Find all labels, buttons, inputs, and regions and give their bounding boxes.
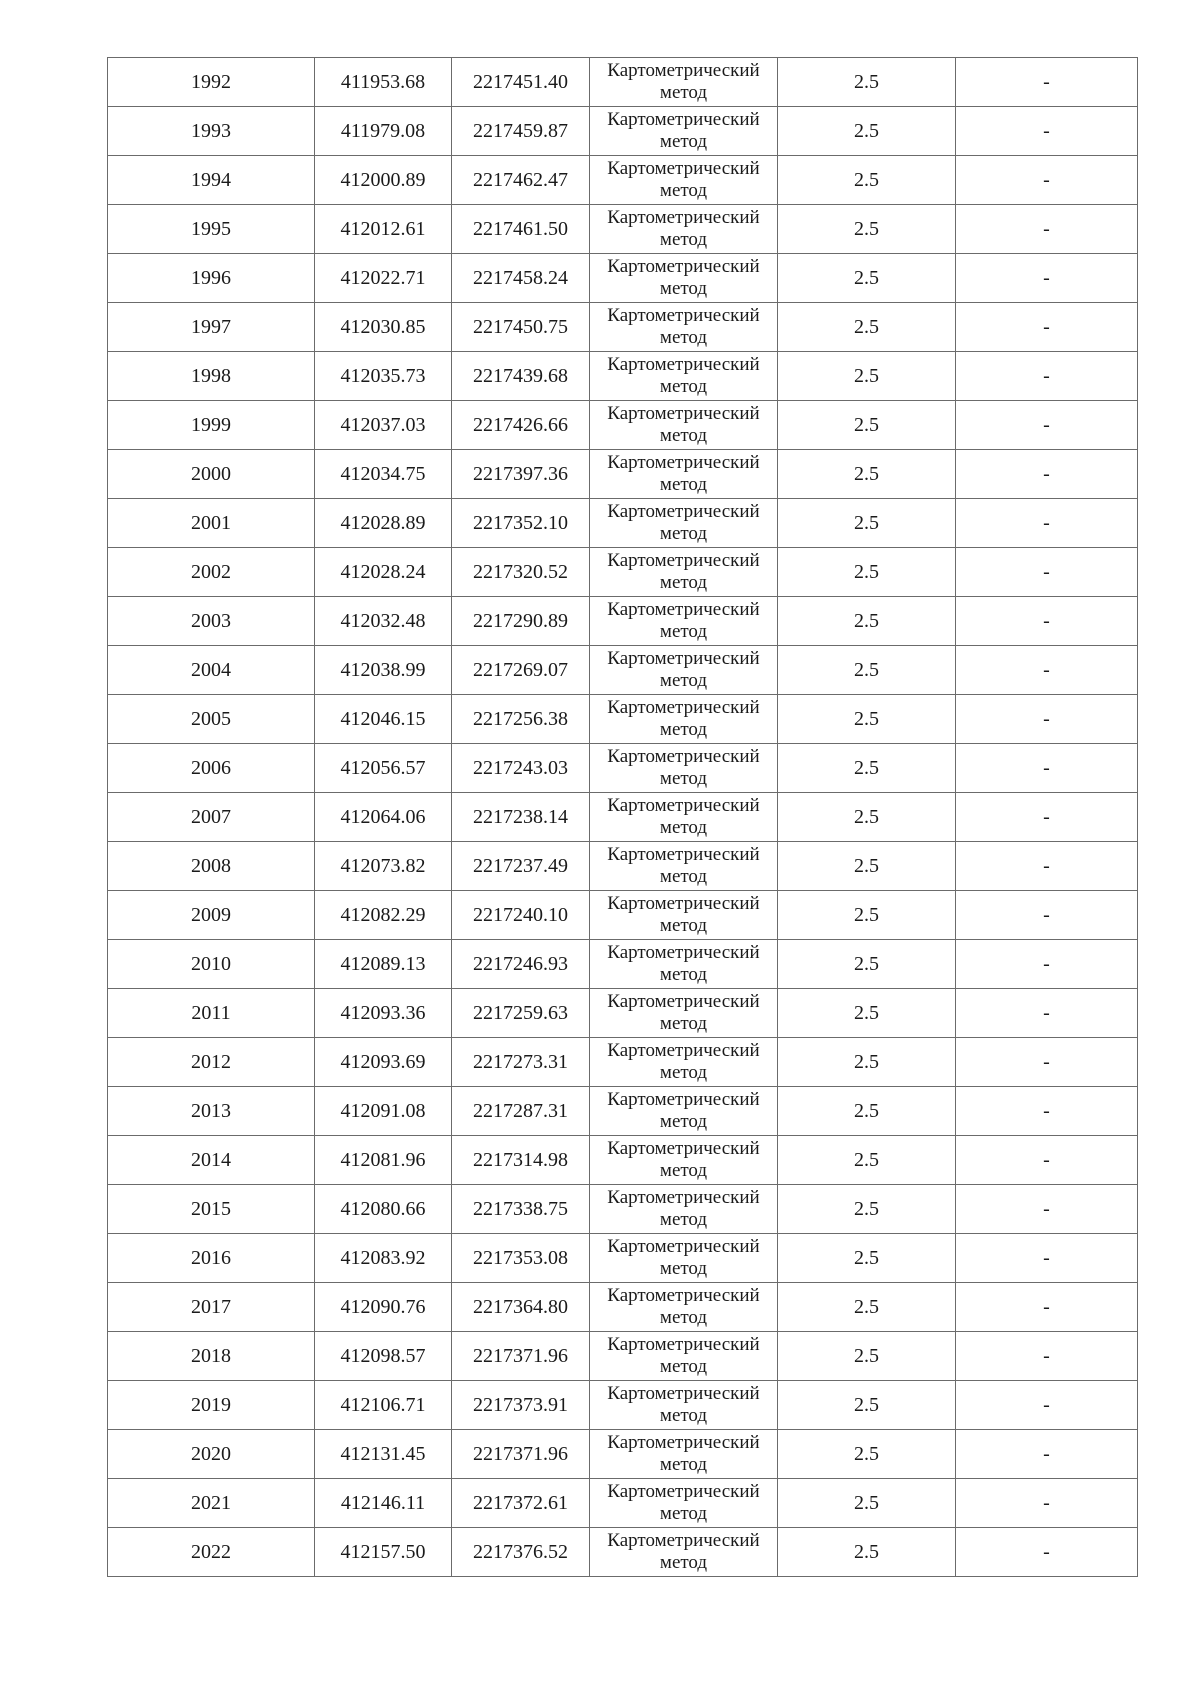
- accuracy-cell: 2.5: [778, 1283, 956, 1332]
- table-row: [108, 1234, 1138, 1283]
- note-cell: -: [956, 401, 1138, 450]
- point-number-cell: 1998: [108, 352, 315, 401]
- accuracy-cell: 2.5: [778, 1185, 956, 1234]
- x-coordinate-cell: 412157.50: [315, 1528, 452, 1577]
- x-coordinate-cell: 412012.61: [315, 205, 452, 254]
- accuracy-cell: 2.5: [778, 1038, 956, 1087]
- method-cell: Картометрический метод: [590, 352, 778, 401]
- y-coordinate-cell: 2217364.80: [452, 1283, 590, 1332]
- x-coordinate-cell: 412106.71: [315, 1381, 452, 1430]
- note-cell: -: [956, 205, 1138, 254]
- table-row: [108, 744, 1138, 793]
- point-number-cell: 2009: [108, 891, 315, 940]
- method-cell: Картометрический метод: [590, 989, 778, 1038]
- y-coordinate-cell: 2217320.52: [452, 548, 590, 597]
- method-cell: Картометрический метод: [590, 1185, 778, 1234]
- note-cell: -: [956, 842, 1138, 891]
- note-cell: -: [956, 303, 1138, 352]
- point-number-cell: 2015: [108, 1185, 315, 1234]
- method-cell: Картометрический метод: [590, 940, 778, 989]
- point-number-cell: 2008: [108, 842, 315, 891]
- table-row: [108, 1087, 1138, 1136]
- x-coordinate-cell: 412093.69: [315, 1038, 452, 1087]
- y-coordinate-cell: 2217397.36: [452, 450, 590, 499]
- method-cell: Картометрический метод: [590, 205, 778, 254]
- accuracy-cell: 2.5: [778, 254, 956, 303]
- x-coordinate-cell: 412080.66: [315, 1185, 452, 1234]
- accuracy-cell: 2.5: [778, 597, 956, 646]
- method-cell: Картометрический метод: [590, 695, 778, 744]
- point-number-cell: 2005: [108, 695, 315, 744]
- x-coordinate-cell: 412038.99: [315, 646, 452, 695]
- note-cell: -: [956, 1283, 1138, 1332]
- method-cell: Картометрический метод: [590, 1136, 778, 1185]
- x-coordinate-cell: 412056.57: [315, 744, 452, 793]
- table-row: [108, 401, 1138, 450]
- method-cell: Картометрический метод: [590, 1381, 778, 1430]
- method-cell: Картометрический метод: [590, 1479, 778, 1528]
- table-row: [108, 793, 1138, 842]
- accuracy-cell: 2.5: [778, 1087, 956, 1136]
- accuracy-cell: 2.5: [778, 744, 956, 793]
- point-number-cell: 1992: [108, 58, 315, 107]
- y-coordinate-cell: 2217459.87: [452, 107, 590, 156]
- coordinates-table: [107, 57, 1138, 1577]
- table-row: [108, 548, 1138, 597]
- y-coordinate-cell: 2217314.98: [452, 1136, 590, 1185]
- table-row: [108, 1283, 1138, 1332]
- accuracy-cell: 2.5: [778, 58, 956, 107]
- table-row: [108, 695, 1138, 744]
- note-cell: -: [956, 695, 1138, 744]
- accuracy-cell: 2.5: [778, 499, 956, 548]
- point-number-cell: 1996: [108, 254, 315, 303]
- point-number-cell: 2013: [108, 1087, 315, 1136]
- accuracy-cell: 2.5: [778, 1234, 956, 1283]
- method-cell: Картометрический метод: [590, 499, 778, 548]
- table-row: [108, 597, 1138, 646]
- note-cell: -: [956, 940, 1138, 989]
- table-row: [108, 1430, 1138, 1479]
- note-cell: -: [956, 1479, 1138, 1528]
- method-cell: Картометрический метод: [590, 842, 778, 891]
- point-number-cell: 2022: [108, 1528, 315, 1577]
- table-row: [108, 1479, 1138, 1528]
- note-cell: -: [956, 499, 1138, 548]
- x-coordinate-cell: 411979.08: [315, 107, 452, 156]
- note-cell: -: [956, 597, 1138, 646]
- method-cell: Картометрический метод: [590, 597, 778, 646]
- accuracy-cell: 2.5: [778, 1479, 956, 1528]
- method-cell: Картометрический метод: [590, 156, 778, 205]
- accuracy-cell: 2.5: [778, 450, 956, 499]
- point-number-cell: 2011: [108, 989, 315, 1038]
- point-number-cell: 2007: [108, 793, 315, 842]
- y-coordinate-cell: 2217246.93: [452, 940, 590, 989]
- accuracy-cell: 2.5: [778, 303, 956, 352]
- accuracy-cell: 2.5: [778, 1332, 956, 1381]
- x-coordinate-cell: 412035.73: [315, 352, 452, 401]
- y-coordinate-cell: 2217352.10: [452, 499, 590, 548]
- table-row: [108, 940, 1138, 989]
- note-cell: -: [956, 1381, 1138, 1430]
- point-number-cell: 2003: [108, 597, 315, 646]
- y-coordinate-cell: 2217439.68: [452, 352, 590, 401]
- y-coordinate-cell: 2217376.52: [452, 1528, 590, 1577]
- table-row: [108, 989, 1138, 1038]
- accuracy-cell: 2.5: [778, 352, 956, 401]
- point-number-cell: 1999: [108, 401, 315, 450]
- accuracy-cell: 2.5: [778, 842, 956, 891]
- accuracy-cell: 2.5: [778, 107, 956, 156]
- table-row: [108, 842, 1138, 891]
- accuracy-cell: 2.5: [778, 156, 956, 205]
- note-cell: -: [956, 1430, 1138, 1479]
- table-row: [108, 1528, 1138, 1577]
- table-row: [108, 499, 1138, 548]
- method-cell: Картометрический метод: [590, 1038, 778, 1087]
- x-coordinate-cell: 412083.92: [315, 1234, 452, 1283]
- y-coordinate-cell: 2217273.31: [452, 1038, 590, 1087]
- y-coordinate-cell: 2217371.96: [452, 1430, 590, 1479]
- note-cell: -: [956, 1087, 1138, 1136]
- x-coordinate-cell: 412028.24: [315, 548, 452, 597]
- accuracy-cell: 2.5: [778, 1528, 956, 1577]
- method-cell: Картометрический метод: [590, 58, 778, 107]
- y-coordinate-cell: 2217259.63: [452, 989, 590, 1038]
- x-coordinate-cell: 412032.48: [315, 597, 452, 646]
- note-cell: -: [956, 254, 1138, 303]
- x-coordinate-cell: 412093.36: [315, 989, 452, 1038]
- table-row: [108, 891, 1138, 940]
- point-number-cell: 2004: [108, 646, 315, 695]
- method-cell: Картометрический метод: [590, 254, 778, 303]
- table-row: [108, 58, 1138, 107]
- note-cell: -: [956, 1528, 1138, 1577]
- note-cell: -: [956, 1332, 1138, 1381]
- note-cell: -: [956, 744, 1138, 793]
- table-row: [108, 1185, 1138, 1234]
- note-cell: -: [956, 352, 1138, 401]
- table-row: [108, 1381, 1138, 1430]
- point-number-cell: 2010: [108, 940, 315, 989]
- point-number-cell: 2014: [108, 1136, 315, 1185]
- point-number-cell: 1994: [108, 156, 315, 205]
- x-coordinate-cell: 412098.57: [315, 1332, 452, 1381]
- note-cell: -: [956, 891, 1138, 940]
- note-cell: -: [956, 1038, 1138, 1087]
- x-coordinate-cell: 412064.06: [315, 793, 452, 842]
- y-coordinate-cell: 2217240.10: [452, 891, 590, 940]
- x-coordinate-cell: 411953.68: [315, 58, 452, 107]
- accuracy-cell: 2.5: [778, 205, 956, 254]
- y-coordinate-cell: 2217458.24: [452, 254, 590, 303]
- table-body: [108, 58, 1138, 1577]
- table-row: [108, 646, 1138, 695]
- note-cell: -: [956, 1185, 1138, 1234]
- method-cell: Картометрический метод: [590, 1283, 778, 1332]
- method-cell: Картометрический метод: [590, 548, 778, 597]
- method-cell: Картометрический метод: [590, 1332, 778, 1381]
- x-coordinate-cell: 412146.11: [315, 1479, 452, 1528]
- x-coordinate-cell: 412000.89: [315, 156, 452, 205]
- x-coordinate-cell: 412131.45: [315, 1430, 452, 1479]
- accuracy-cell: 2.5: [778, 1136, 956, 1185]
- y-coordinate-cell: 2217256.38: [452, 695, 590, 744]
- x-coordinate-cell: 412034.75: [315, 450, 452, 499]
- x-coordinate-cell: 412046.15: [315, 695, 452, 744]
- point-number-cell: 2018: [108, 1332, 315, 1381]
- method-cell: Картометрический метод: [590, 891, 778, 940]
- y-coordinate-cell: 2217243.03: [452, 744, 590, 793]
- method-cell: Картометрический метод: [590, 450, 778, 499]
- method-cell: Картометрический метод: [590, 793, 778, 842]
- point-number-cell: 1995: [108, 205, 315, 254]
- method-cell: Картометрический метод: [590, 1234, 778, 1283]
- point-number-cell: 1997: [108, 303, 315, 352]
- accuracy-cell: 2.5: [778, 401, 956, 450]
- y-coordinate-cell: 2217353.08: [452, 1234, 590, 1283]
- point-number-cell: 2012: [108, 1038, 315, 1087]
- x-coordinate-cell: 412081.96: [315, 1136, 452, 1185]
- accuracy-cell: 2.5: [778, 989, 956, 1038]
- point-number-cell: 2002: [108, 548, 315, 597]
- table-row: [108, 1136, 1138, 1185]
- table-row: [108, 156, 1138, 205]
- note-cell: -: [956, 1136, 1138, 1185]
- table-row: [108, 303, 1138, 352]
- note-cell: -: [956, 58, 1138, 107]
- accuracy-cell: 2.5: [778, 1381, 956, 1430]
- accuracy-cell: 2.5: [778, 1430, 956, 1479]
- x-coordinate-cell: 412030.85: [315, 303, 452, 352]
- note-cell: -: [956, 1234, 1138, 1283]
- x-coordinate-cell: 412073.82: [315, 842, 452, 891]
- y-coordinate-cell: 2217290.89: [452, 597, 590, 646]
- point-number-cell: 2019: [108, 1381, 315, 1430]
- x-coordinate-cell: 412091.08: [315, 1087, 452, 1136]
- method-cell: Картометрический метод: [590, 1430, 778, 1479]
- y-coordinate-cell: 2217269.07: [452, 646, 590, 695]
- y-coordinate-cell: 2217338.75: [452, 1185, 590, 1234]
- method-cell: Картометрический метод: [590, 1528, 778, 1577]
- point-number-cell: 2021: [108, 1479, 315, 1528]
- y-coordinate-cell: 2217237.49: [452, 842, 590, 891]
- x-coordinate-cell: 412028.89: [315, 499, 452, 548]
- y-coordinate-cell: 2217371.96: [452, 1332, 590, 1381]
- method-cell: Картометрический метод: [590, 744, 778, 793]
- note-cell: -: [956, 156, 1138, 205]
- x-coordinate-cell: 412082.29: [315, 891, 452, 940]
- note-cell: -: [956, 450, 1138, 499]
- method-cell: Картометрический метод: [590, 303, 778, 352]
- note-cell: -: [956, 107, 1138, 156]
- table-row: [108, 1332, 1138, 1381]
- accuracy-cell: 2.5: [778, 646, 956, 695]
- accuracy-cell: 2.5: [778, 940, 956, 989]
- y-coordinate-cell: 2217450.75: [452, 303, 590, 352]
- point-number-cell: 2017: [108, 1283, 315, 1332]
- note-cell: -: [956, 646, 1138, 695]
- method-cell: Картометрический метод: [590, 401, 778, 450]
- point-number-cell: 2020: [108, 1430, 315, 1479]
- accuracy-cell: 2.5: [778, 891, 956, 940]
- table-row: [108, 352, 1138, 401]
- y-coordinate-cell: 2217461.50: [452, 205, 590, 254]
- x-coordinate-cell: 412090.76: [315, 1283, 452, 1332]
- table-row: [108, 1038, 1138, 1087]
- x-coordinate-cell: 412089.13: [315, 940, 452, 989]
- y-coordinate-cell: 2217426.66: [452, 401, 590, 450]
- method-cell: Картометрический метод: [590, 107, 778, 156]
- note-cell: -: [956, 793, 1138, 842]
- point-number-cell: 2016: [108, 1234, 315, 1283]
- accuracy-cell: 2.5: [778, 695, 956, 744]
- y-coordinate-cell: 2217372.61: [452, 1479, 590, 1528]
- table-row: [108, 450, 1138, 499]
- table-row: [108, 254, 1138, 303]
- accuracy-cell: 2.5: [778, 548, 956, 597]
- y-coordinate-cell: 2217373.91: [452, 1381, 590, 1430]
- point-number-cell: 2006: [108, 744, 315, 793]
- y-coordinate-cell: 2217287.31: [452, 1087, 590, 1136]
- x-coordinate-cell: 412037.03: [315, 401, 452, 450]
- table-row: [108, 107, 1138, 156]
- x-coordinate-cell: 412022.71: [315, 254, 452, 303]
- point-number-cell: 1993: [108, 107, 315, 156]
- table-row: [108, 205, 1138, 254]
- note-cell: -: [956, 989, 1138, 1038]
- point-number-cell: 2000: [108, 450, 315, 499]
- point-number-cell: 2001: [108, 499, 315, 548]
- y-coordinate-cell: 2217451.40: [452, 58, 590, 107]
- method-cell: Картометрический метод: [590, 646, 778, 695]
- y-coordinate-cell: 2217238.14: [452, 793, 590, 842]
- y-coordinate-cell: 2217462.47: [452, 156, 590, 205]
- accuracy-cell: 2.5: [778, 793, 956, 842]
- note-cell: -: [956, 548, 1138, 597]
- method-cell: Картометрический метод: [590, 1087, 778, 1136]
